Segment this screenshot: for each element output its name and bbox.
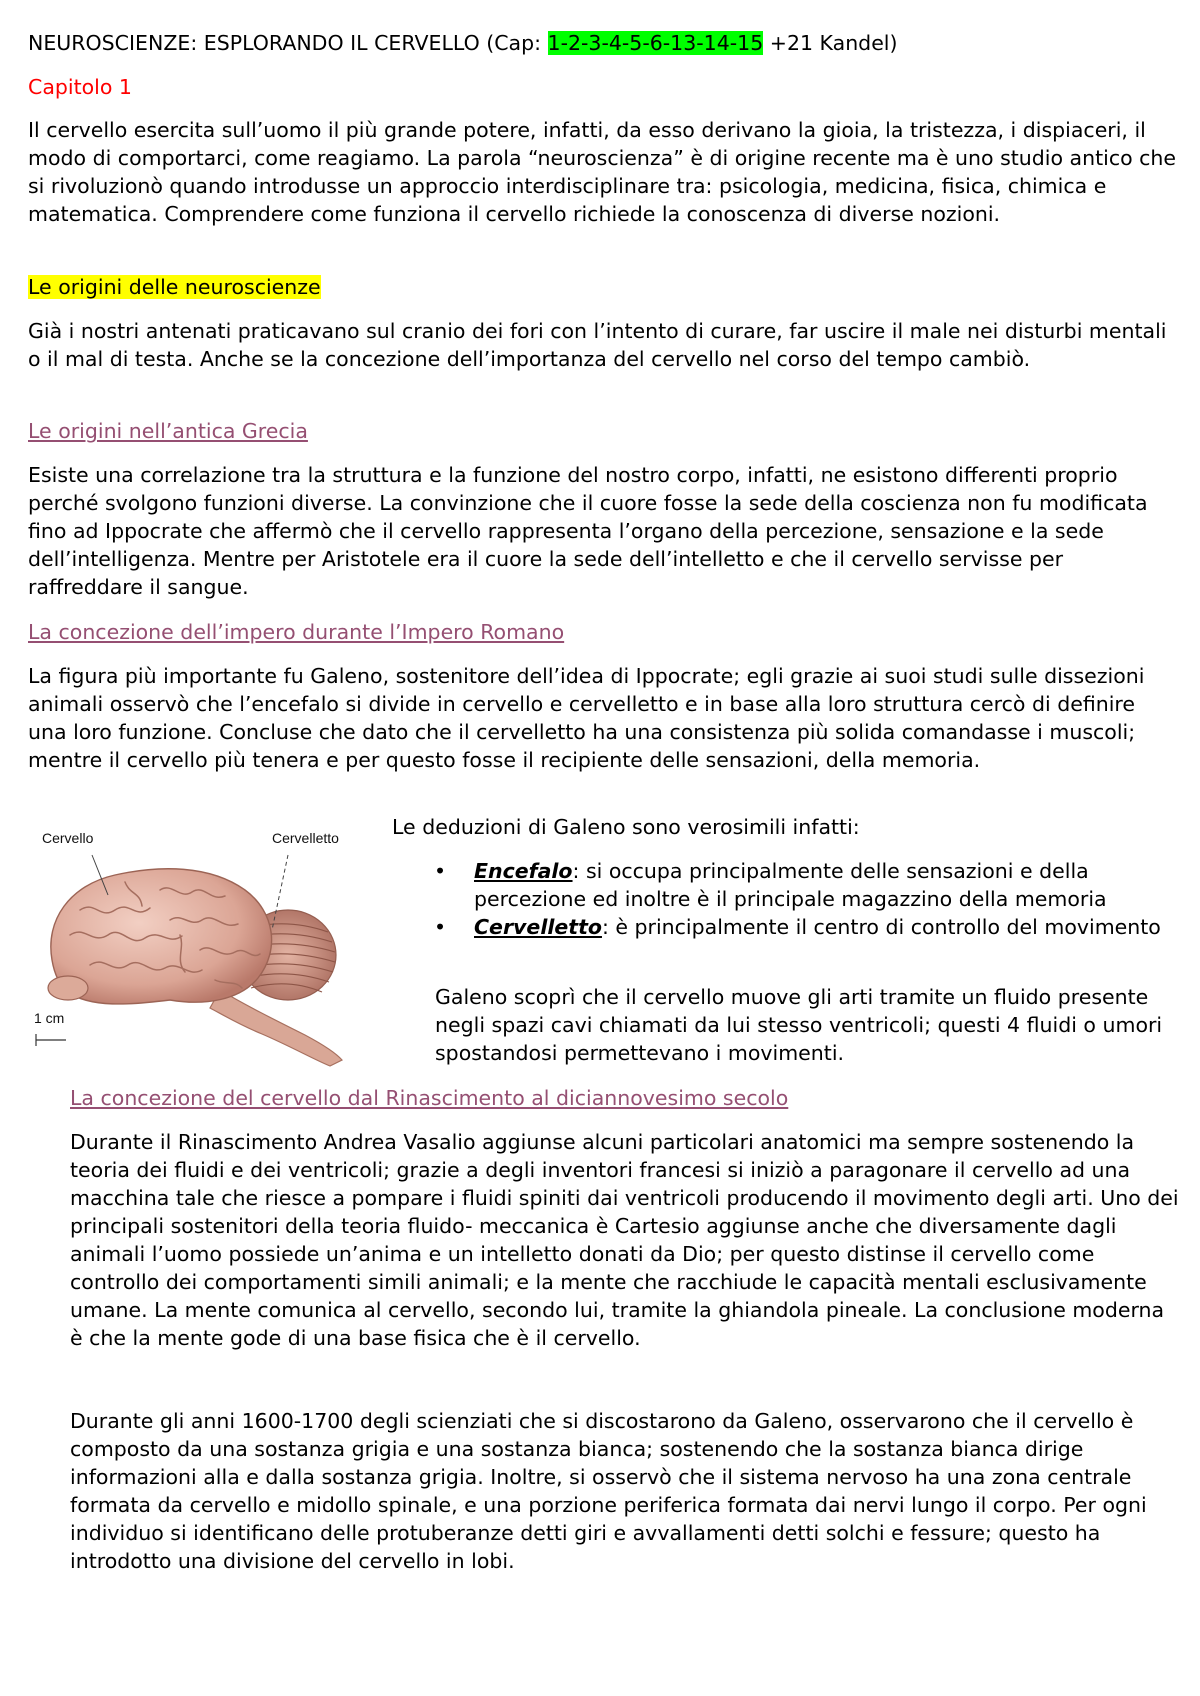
origins-heading xyxy=(28,273,1178,301)
galen-lead: Le deduzioni di Galeno sono verosimili infatti: xyxy=(392,815,860,839)
brain-figure xyxy=(30,820,375,1070)
greece-heading-text: Le origini nell’antica Grecia xyxy=(28,419,308,443)
bullet-encefalo xyxy=(430,857,1190,913)
bullet-cervelletto xyxy=(430,913,1190,941)
bullet-text: : si occupa principalmente delle sensazioni e della percezione ed inoltre è il principale magazzino della memoria xyxy=(474,859,1107,911)
origins-heading-text: Le origini delle neuroscienze xyxy=(28,275,321,299)
chapter-heading: Capitolo 1 xyxy=(28,75,132,99)
bullet-dot-icon: • xyxy=(434,915,447,939)
greece-heading xyxy=(28,417,1178,445)
bullet-dot-icon: • xyxy=(434,859,447,883)
bullet-text: : è principalmente il centro di controllo del movimento xyxy=(601,915,1161,939)
intro-paragraph: Il cervello esercita sull’uomo il più grande potere, infatti, da esso derivano la gioia, la tristezza, i dispiaceri, il modo di comportarci, come reagiamo. La parola “neuroscienza” è di origine recente ma è uno studio antico che si rivoluzionò quando introdusse un approccio interdisciplinare tra: psicologia, medicina, fisica, chimica e matematica. Comprendere come funziona il cervello richiede la conoscenza di diverse nozioni. xyxy=(28,118,1177,226)
renaissance-heading xyxy=(70,1084,1180,1112)
title-prefix: NEUROSCIENZE: ESPLORANDO IL CERVELLO (Cap: xyxy=(28,31,548,55)
renaissance-paragraph-1: Durante il Rinascimento Andrea Vasalio aggiunse alcuni particolari anatomici ma sempre sostenendo la teoria dei fluidi e dei ventricoli; grazie a degli inventori francesi si iniziò a paragonare il cervello ad una macchina tale che riesce a pompare i fluidi spiniti dai ventricoli producendo il movimento degli arti. Uno dei principali sostenitori della teoria fluido- meccanica è Cartesio aggiunse anche che diversamente dagli animali l’uomo possiede un’anima e un intelletto donati da Dio; per questo distinse il cervello come controllo dei comportamenti simili animali; e la mente che racchiude le capacità mentali esclusivamente umane. La mente comunica al cervello, secondo lui, tramite la ghiandola pineale. La conclusione moderna è che la mente gode di una base fisica che è il cervello. xyxy=(70,1130,1179,1350)
rome-heading-text: La concezione dell’impero durante l’Impero Romano xyxy=(28,620,565,644)
galen-ventricles-paragraph: Galeno scoprì che il cervello muove gli arti tramite un fluido presente negli spazi cavi chiamati da lui stesso ventricoli; questi 4 fluidi o umori spostandosi permettevano i movimenti. xyxy=(435,985,1163,1065)
renaissance-paragraph-2: Durante gli anni 1600-1700 degli scienziati che si discostarono da Galeno, osservarono che il cervello è composto da una sostanza grigia e una sostanza bianca; sostenendo che la sostanza bianca dirige informazioni alla e dalla sostanza grigia. Inoltre, si osservò che il sistema nervoso ha una zona centrale formata da cervello e midollo spinale, e una porzione periferica formata dai nervi lungo il corpo. Per ogni individuo si identificano delle protuberanze detti giri e avvallamenti detti solchi e fessure; questo ha introdotto una divisione del cervello in lobi. xyxy=(70,1409,1147,1573)
label-cerebrum: Cervello xyxy=(42,830,94,846)
brain-illustration xyxy=(30,820,375,1070)
bullet-term: Cervelletto xyxy=(474,915,602,939)
title-suffix: +21 Kandel) xyxy=(763,31,898,55)
rome-paragraph: La figura più importante fu Galeno, sostenitore dell’idea di Ippocrate; egli grazie ai suoi studi sulle dissezioni animali osservò che l’encefalo si divide in cervello e cervelletto e in base alla loro struttura cercò di definire una loro funzione. Concluse che dato che il cervelletto ha una consistenza più solida comandasse i muscoli; mentre il cervello più tenera e per questo fosse il recipiente delle sensazioni, della memoria. xyxy=(28,664,1145,772)
scale-label: 1 cm xyxy=(34,1010,65,1026)
greece-paragraph: Esiste una correlazione tra la struttura e la funzione del nostro corpo, infatti, ne esistono differenti proprio perché svolgono funzioni diverse. La convinzione che il cuore fosse la sede della coscienza non fu modificata fino ad Ippocrate che affermò che il cervello rappresenta l’organo della percezione, sensazione e la sede dell’intelligenza. Mentre per Aristotele era il cuore la sede dell’intelletto e che il cervello servisse per raffreddare il sangue. xyxy=(28,463,1148,599)
origins-paragraph: Già i nostri antenati praticavano sul cranio dei fori con l’intento di curare, far uscire il male nei disturbi mentali o il mal di testa. Anche se la concezione dell’importanza del cervello nel corso del tempo cambiò. xyxy=(28,319,1167,371)
bullet-term: Encefalo xyxy=(474,859,573,883)
label-cerebellum: Cervelletto xyxy=(272,830,339,846)
chapters-highlight: 1-2-3-4-5-6-13-14-15 xyxy=(547,31,764,55)
document-title xyxy=(28,29,1178,57)
renaissance-heading-text: La concezione del cervello dal Rinascimento al diciannovesimo secolo xyxy=(70,1086,789,1110)
rome-heading xyxy=(28,618,1178,646)
galen-bullet-list xyxy=(430,857,1190,941)
